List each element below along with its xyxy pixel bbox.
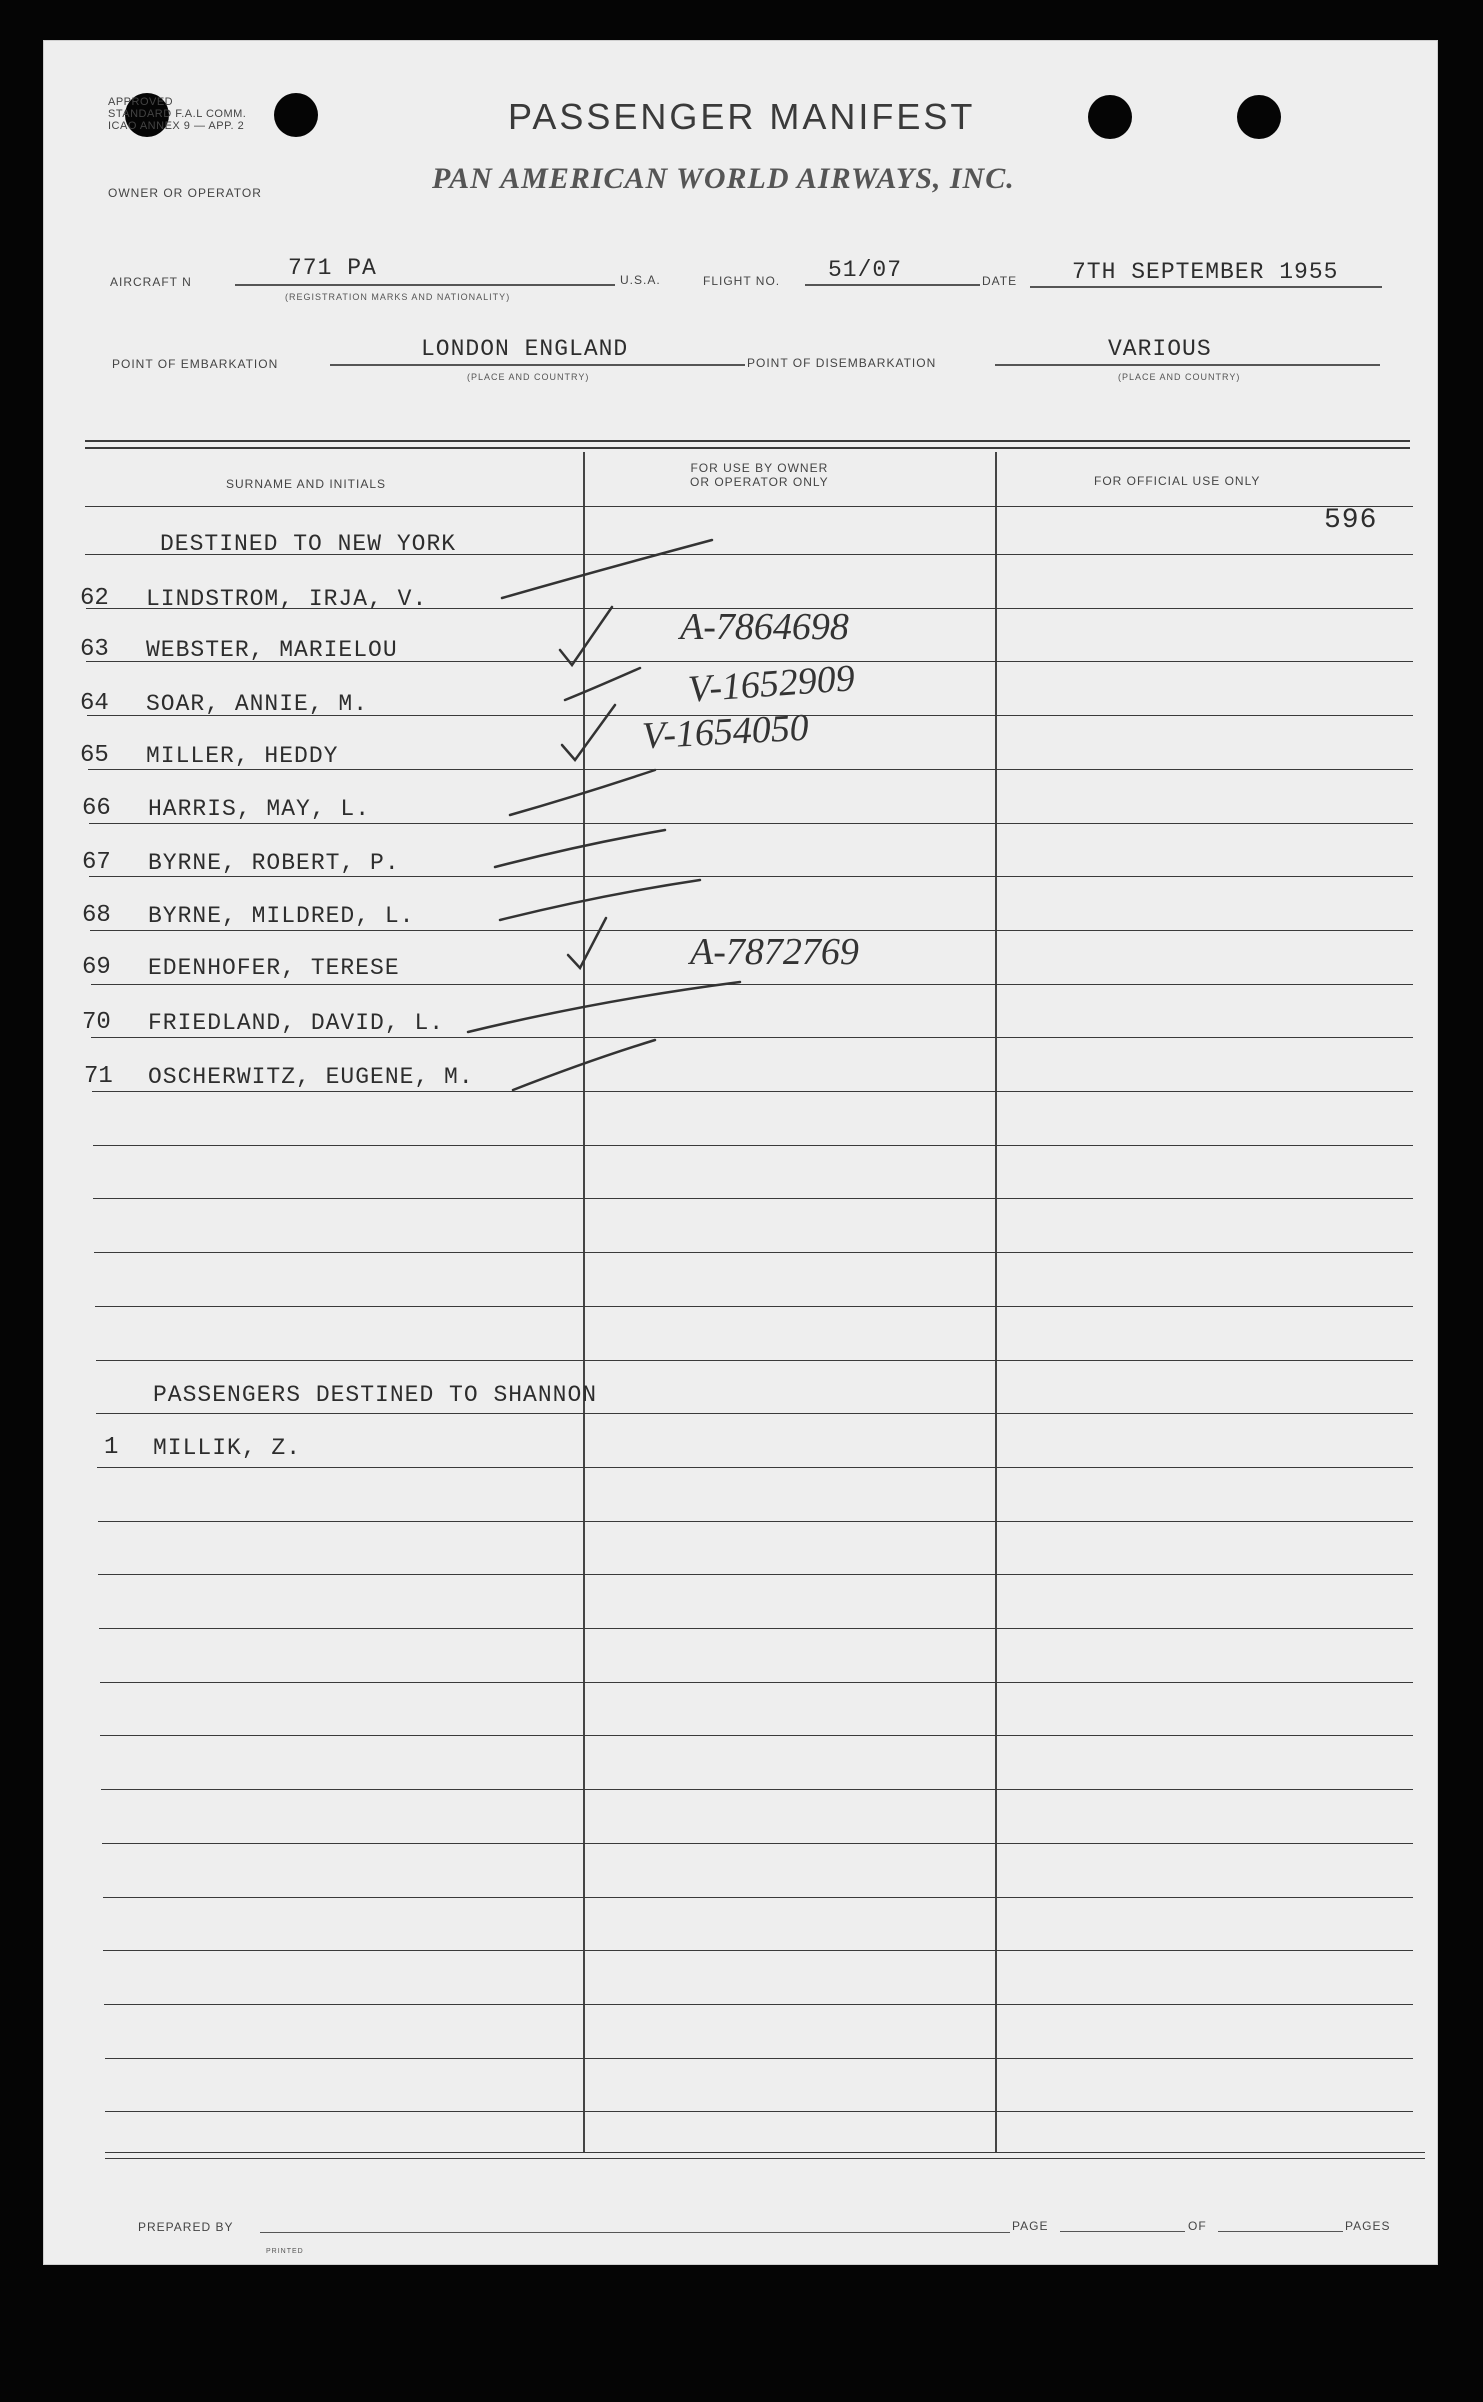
flight-label: FLIGHT NO. <box>703 274 781 288</box>
owner-label: OWNER OR OPERATOR <box>108 186 262 200</box>
page-title: PASSENGER MANIFEST <box>508 96 976 137</box>
pen-dash <box>502 540 712 598</box>
passenger-number: 69 <box>82 954 111 981</box>
aircraft-value: 771 PA <box>288 255 377 281</box>
passenger-number: 63 <box>80 636 109 663</box>
table-bottom-rule <box>105 2152 1425 2153</box>
flight-value: 51/07 <box>828 257 903 283</box>
approval-line: STANDARD F.A.L COMM. <box>108 108 247 120</box>
official-number: 596 <box>1324 505 1378 536</box>
page-underline <box>1060 2231 1185 2232</box>
col-operator-header-line: OR OPERATOR ONLY <box>690 475 829 489</box>
section-heading-new-york: DESTINED TO NEW YORK <box>160 531 457 557</box>
passenger-name: MILLIK, Z. <box>153 1435 302 1461</box>
handwritten-note: A-7864698 <box>680 606 849 648</box>
check-mark <box>568 918 606 968</box>
check-mark <box>565 668 640 700</box>
passenger-number: 68 <box>82 902 111 929</box>
passenger-number: 65 <box>80 742 109 769</box>
approval-line: APPROVED <box>108 96 174 108</box>
passenger-number: 66 <box>82 795 111 822</box>
passenger-name: FRIEDLAND, DAVID, L. <box>148 1010 445 1036</box>
of-label: OF <box>1188 2219 1207 2233</box>
passenger-number: 1 <box>104 1434 119 1461</box>
aircraft-label: AIRCRAFT N <box>110 275 192 289</box>
disembark-sub: (PLACE AND COUNTRY) <box>1118 372 1241 382</box>
passenger-name: HARRIS, MAY, L. <box>148 796 371 822</box>
pen-dash <box>495 830 665 867</box>
check-mark <box>562 705 615 760</box>
check-mark <box>560 607 612 665</box>
passenger-number: 62 <box>80 585 109 612</box>
usa-label: U.S.A. <box>620 273 661 287</box>
date-label: DATE <box>982 274 1018 288</box>
handwritten-note: A-7872769 <box>690 931 859 973</box>
pen-dash <box>468 982 740 1032</box>
passenger-number: 64 <box>80 690 109 717</box>
airline-name: PAN AMERICAN WORLD AIRWAYS, INC. <box>432 162 1015 195</box>
passenger-name: EDENHOFER, TERESE <box>148 955 400 981</box>
passenger-number: 70 <box>82 1009 111 1036</box>
page-label: PAGE <box>1012 2219 1049 2233</box>
date-value: 7TH SEPTEMBER 1955 <box>1072 259 1339 285</box>
embark-label: POINT OF EMBARKATION <box>112 357 279 371</box>
passenger-name: SOAR, ANNIE, M. <box>146 691 369 717</box>
col-name-header: SURNAME AND INITIALS <box>226 477 387 491</box>
passenger-name: WEBSTER, MARIELOU <box>146 637 398 663</box>
passenger-name: LINDSTROM, IRJA, V. <box>146 586 428 612</box>
passenger-name: BYRNE, MILDRED, L. <box>148 903 415 929</box>
embark-value: LONDON ENGLAND <box>421 336 629 362</box>
handwritten-note: V-1654050 <box>641 706 810 758</box>
of-underline <box>1218 2231 1343 2232</box>
prepared-label: PREPARED BY <box>138 2220 234 2234</box>
passenger-number: 71 <box>84 1063 113 1090</box>
col-operator-header-line: FOR USE BY OWNER <box>690 461 829 475</box>
passenger-name: MILLER, HEDDY <box>146 743 339 769</box>
pen-dash <box>500 880 700 920</box>
disembark-value: VARIOUS <box>1108 336 1212 362</box>
aircraft-sub: (REGISTRATION MARKS AND NATIONALITY) <box>285 292 511 302</box>
pages-label: PAGES <box>1345 2219 1391 2233</box>
pen-dash <box>513 1040 655 1090</box>
passenger-number: 67 <box>82 849 111 876</box>
prepared-underline <box>260 2232 1010 2233</box>
pen-dash <box>510 770 655 815</box>
printed-mark: PRINTED <box>266 2248 304 2255</box>
disembark-label: POINT OF DISEMBARKATION <box>747 356 937 370</box>
handwritten-note: V-1652909 <box>686 657 857 711</box>
table-bottom-rule <box>105 2158 1425 2159</box>
passenger-name: BYRNE, ROBERT, P. <box>148 850 400 876</box>
embark-sub: (PLACE AND COUNTRY) <box>467 372 590 382</box>
col-official-header: FOR OFFICIAL USE ONLY <box>1094 474 1261 488</box>
passenger-name: OSCHERWITZ, EUGENE, M. <box>148 1064 474 1090</box>
approval-line: ICAO ANNEX 9 — APP. 2 <box>108 120 245 132</box>
section-heading-shannon: PASSENGERS DESTINED TO SHANNON <box>153 1382 598 1408</box>
